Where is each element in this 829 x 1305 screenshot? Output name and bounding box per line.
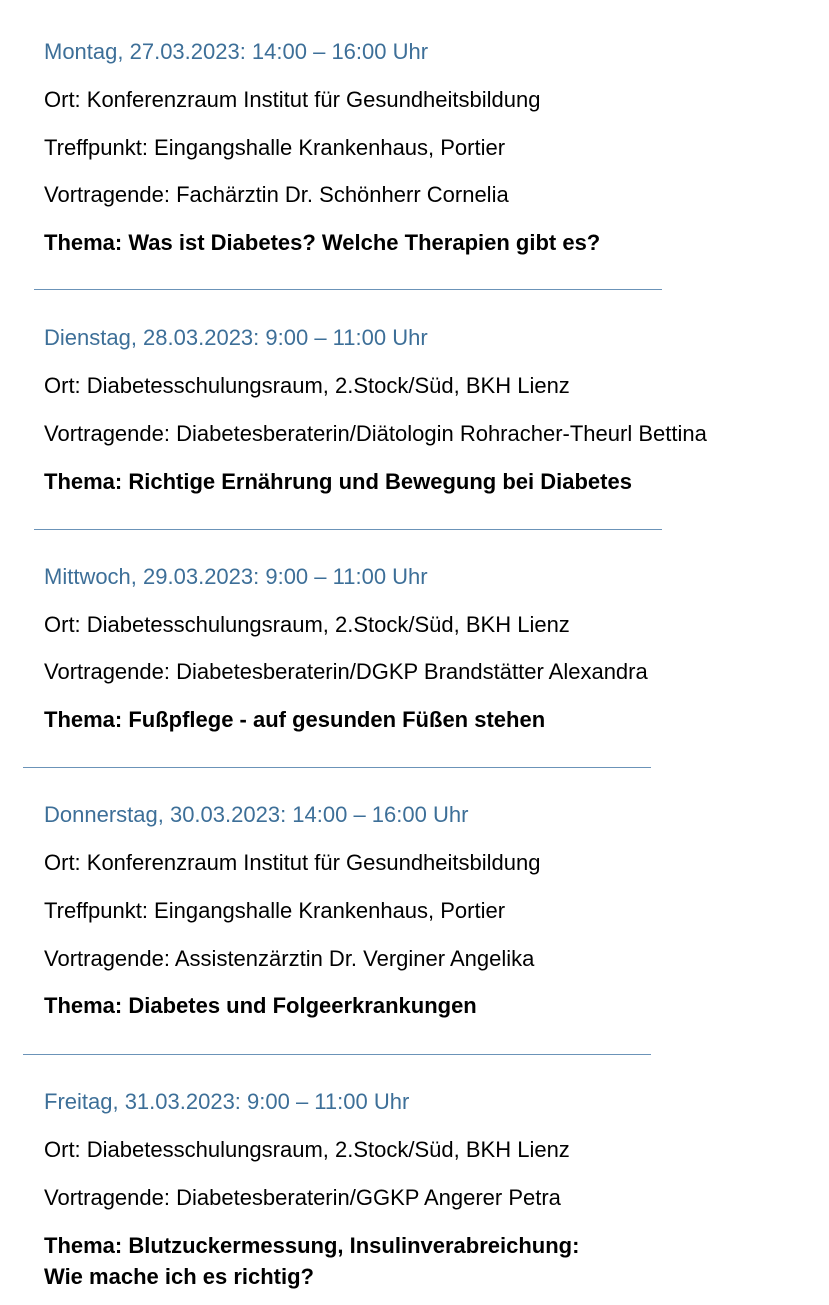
event-meeting-point: Treffpunkt: Eingangshalle Krankenhaus, Portier <box>44 898 506 923</box>
event-date: Montag, 27.03.2023: 14:00 – 16:00 Uhr <box>44 39 429 64</box>
event-location: Ort: Diabetesschulungsraum, 2.Stock/Süd, BKH Lienz <box>44 612 570 637</box>
event-divider <box>23 1054 651 1055</box>
event-topic: Thema: Diabetes und Folgeerkrankungen <box>44 993 477 1018</box>
event-topic: Thema: Blutzuckermessung, Insulinverabreichung: <box>44 1233 580 1258</box>
event-location: Ort: Konferenzraum Institut für Gesundheitsbildung <box>44 87 541 112</box>
event-divider <box>34 289 662 290</box>
event-divider <box>23 767 651 768</box>
event-speaker: Vortragende: Diabetesberaterin/Diätologin Rohracher-Theurl Bettina <box>44 421 707 446</box>
event-divider <box>34 529 662 530</box>
event-location: Ort: Konferenzraum Institut für Gesundheitsbildung <box>44 850 541 875</box>
event-date: Freitag, 31.03.2023: 9:00 – 11:00 Uhr <box>44 1089 410 1114</box>
event-topic: Thema: Was ist Diabetes? Welche Therapien gibt es? <box>44 230 601 255</box>
event-topic-continuation: Wie mache ich es richtig? <box>44 1264 314 1289</box>
event-date: Dienstag, 28.03.2023: 9:00 – 11:00 Uhr <box>44 325 428 350</box>
event-location: Ort: Diabetesschulungsraum, 2.Stock/Süd, BKH Lienz <box>44 1137 570 1162</box>
event-date: Donnerstag, 30.03.2023: 14:00 – 16:00 Uhr <box>44 802 469 827</box>
event-speaker: Vortragende: Diabetesberaterin/GGKP Angerer Petra <box>44 1185 561 1210</box>
event-speaker: Vortragende: Fachärztin Dr. Schönherr Cornelia <box>44 182 509 207</box>
event-topic: Thema: Fußpflege - auf gesunden Füßen stehen <box>44 707 546 732</box>
event-date: Mittwoch, 29.03.2023: 9:00 – 11:00 Uhr <box>44 564 428 589</box>
event-meeting-point: Treffpunkt: Eingangshalle Krankenhaus, Portier <box>44 135 506 160</box>
event-speaker: Vortragende: Diabetesberaterin/DGKP Brandstätter Alexandra <box>44 659 648 684</box>
event-location: Ort: Diabetesschulungsraum, 2.Stock/Süd, BKH Lienz <box>44 373 570 398</box>
event-speaker: Vortragende: Assistenzärztin Dr. Verginer Angelika <box>44 946 535 971</box>
event-topic: Thema: Richtige Ernährung und Bewegung bei Diabetes <box>44 469 632 494</box>
